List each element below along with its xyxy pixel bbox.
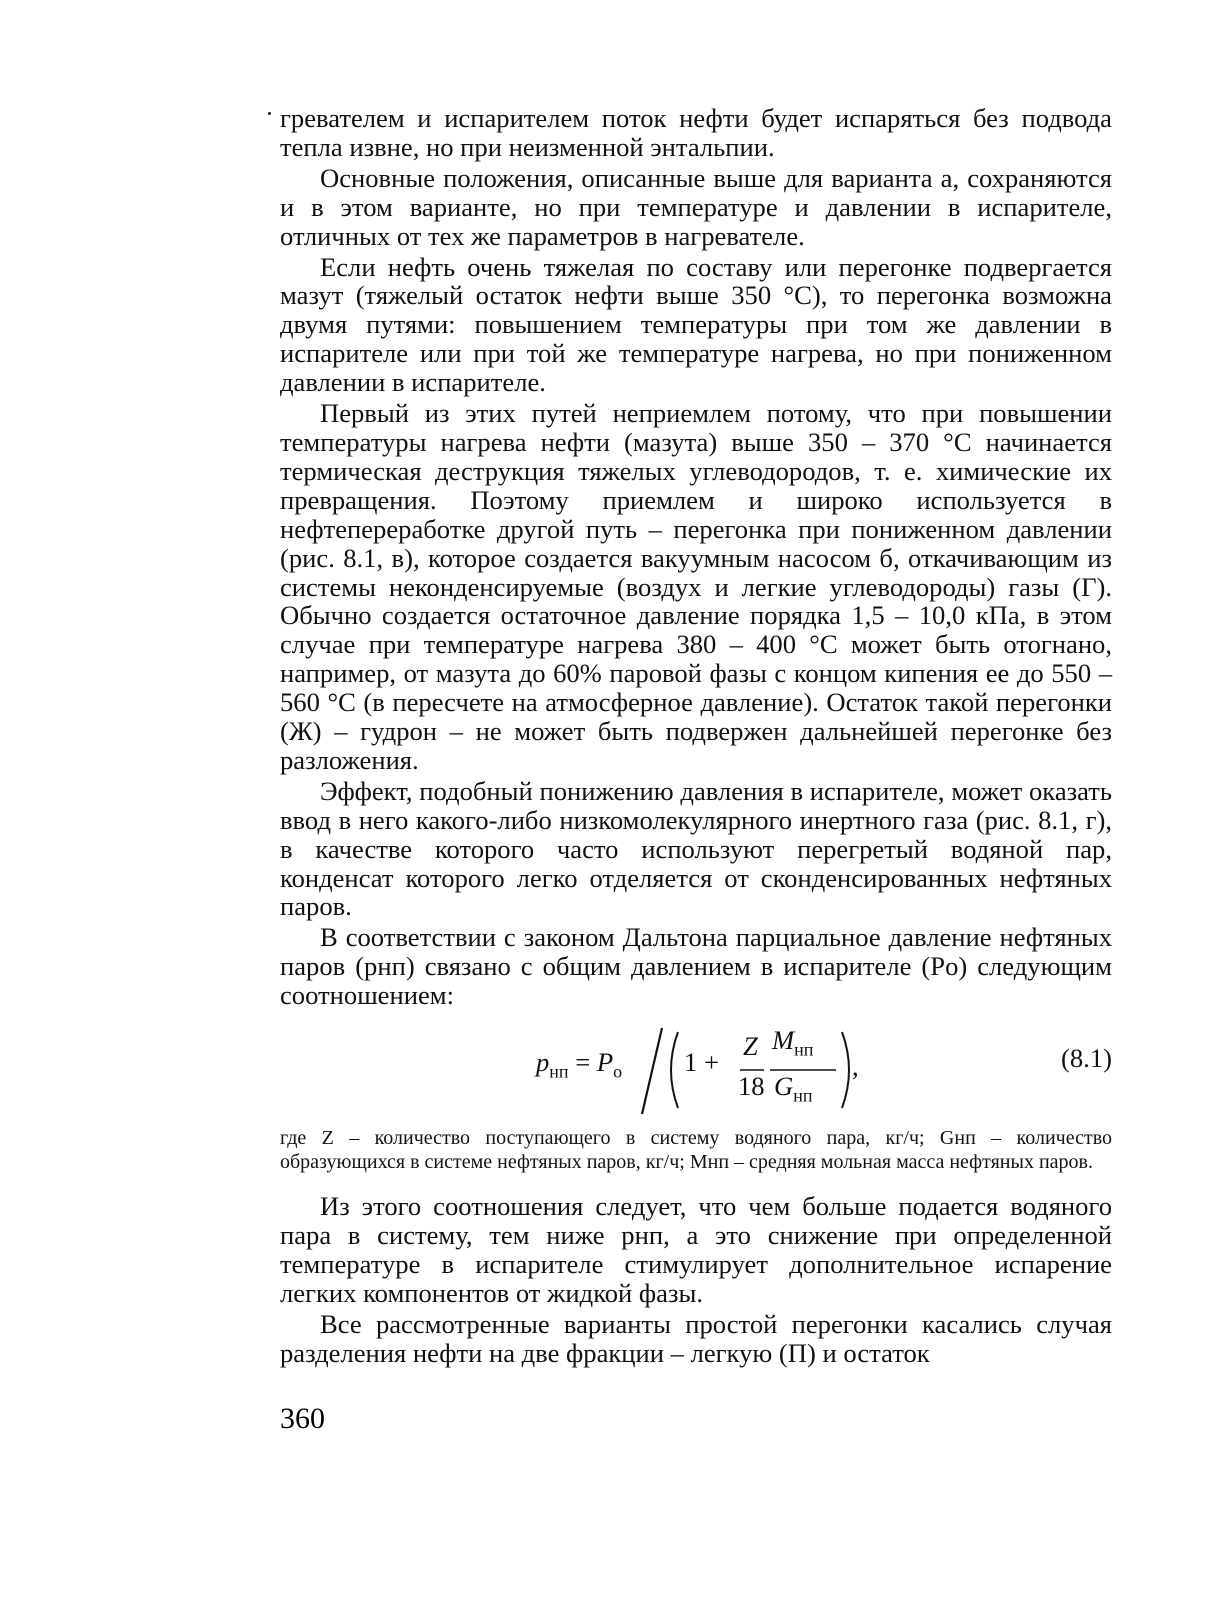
- formula-g: $G_{нп}$: [774, 1071, 813, 1106]
- paragraph-5: В соответствии с законом Дальтона парциальное давление нефтяных паров (pнп) связано с общим давлением в испарителе (Pо) следующим соотношением:: [280, 922, 1112, 1011]
- paragraph-2: Если нефть очень тяжелая по составу или перегонке подвергается мазут (тяжелый остаток нефти выше 350 °С), то перегонка возможна двумя путями: повышением температуры при том же давлении в испарителе или при той же температуре нагрева, но при пониженном давлении в испарителе.: [280, 251, 1112, 398]
- formula-graphic: [640, 1022, 880, 1118]
- page-body: [280, 104, 1112, 1370]
- formula-m: $M_{нп}$: [772, 1025, 814, 1060]
- formula-8-1: [280, 1012, 1112, 1120]
- formula-note: где Z – количество поступающего в систему водяного пара, кг/ч; Gнп – количество образующихся в системе нефтяных паров, кг/ч; Mнп – средняя мольная масса нефтяных паров.: [280, 1127, 1112, 1174]
- formula-one-plus: 1 +: [684, 1047, 719, 1078]
- paragraph-7: Все рассмотренные варианты простой перегонки касались случая разделения нефти на две фракции – легкую (П) и остаток: [280, 1308, 1112, 1368]
- formula-18: 18: [738, 1071, 765, 1102]
- paragraph-0: гревателем и испарителем поток нефти будет испаряться без подвода тепла извне, но при неизменной энтальпии.: [280, 103, 1112, 162]
- paragraph-1: Основные положения, описанные выше для варианта а, сохраняются и в этом варианте, но при температуре и давлении в испарителе, отличных от тех же параметров в нагревателе.: [280, 162, 1112, 251]
- formula-z: Z: [743, 1031, 758, 1062]
- formula-lhs: $p_{нп} = P_о$: [536, 1047, 623, 1082]
- formula-comma: ,: [852, 1051, 859, 1082]
- margin-dot: [268, 112, 271, 115]
- paragraph-4: Эффект, подобный понижению давления в испарителе, может оказать ввод в него какого-либо низкомолекулярного инертного газа (рис. 8.1, г), в качестве которого часто используют перегретый водяной пар, конденсат которого легко отделяется от сконденсированных нефтяных паров.: [280, 775, 1112, 922]
- page-number: 360: [280, 1402, 325, 1435]
- equation-number: (8.1): [1061, 1043, 1112, 1074]
- paragraph-3: Первый из этих путей неприемлем потому, что при повышении температуры нагрева нефти (мазута) выше 350 – 370 °С начинается термическая деструкция тяжелых углеводородов, т. е. химические их превращения. Поэтому приемлем и широко используется в нефтепереработке другой путь – перегонка при пониженном давлении (рис. 8.1, в), которое создается вакуумным насосом б, откачивающим из системы неконденсируемые (воздух и легкие углеводороды) газы (Г). Обычно создается остаточное давление порядка 1,5 – 10,0 кПа, в этом случае при температуре нагрева 380 – 400 °С может быть отогнано, например, от мазута до 60% паровой фазы с концом кипения ее до 550 – 560 °С (в пересчете на атмосферное давление). Остаток такой перегонки (Ж) – гудрон – не может быть подвержен дальнейшей перегонке без разложения.: [280, 398, 1112, 775]
- paragraph-6: Из этого соотношения следует, что чем больше подается водяного пара в систему, тем ниже pнп, а это снижение при определенной температуре в испарителе стимулирует дополнительное испарение легких компонентов от жидкой фазы.: [280, 1191, 1112, 1308]
